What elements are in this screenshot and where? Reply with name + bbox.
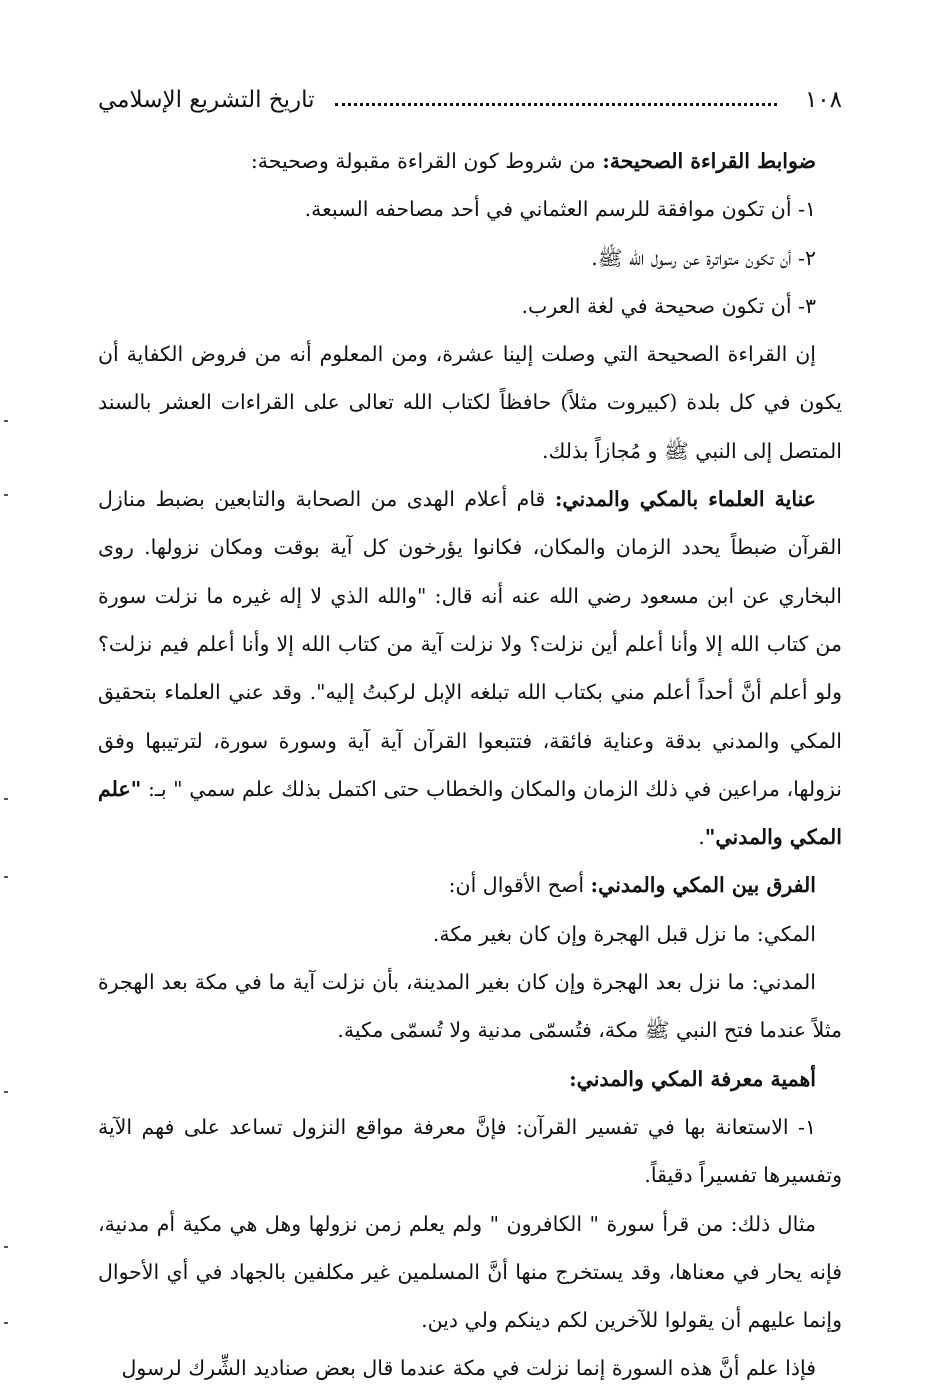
list-item: ٣- أن تكون صحيحة في لغة العرب.	[521, 293, 816, 318]
section-intro	[98, 137, 842, 185]
definition-madani: المدني: ما نزل بعد الهجرة وإن كان بغير المدينة، بأن نزلت آية ما في مكة بعد الهجرة مثلاً عندما فتح النبي ﷺ مكة، فتُسمّى مدنية ولا تُسمّى مكية.	[98, 970, 842, 1043]
term-name: "علم المكي والمدني"	[98, 776, 842, 850]
paragraph-text: قام أعلام الهدى من الصحابة والتابعين بضبط منازل القرآن ضبطاً يحدد الزمان والمكان، فكانوا يؤرخون كل آية بوقت ومكان نزولها. روى البخاري عن ابن مسعود رضي الله عنه أنه قال: "والله الذي لا إله غيره ما نزلت سورة من كتاب الله إلا وأنا أعلم أين نزلت؟ ولا نزلت آية من كتاب الله إلا وأنا أعلم فيم نزلت؟ ولو أعلم أنَّ أحداً أعلم مني بكتاب الله تبلغه الإبل لركبتُ إليه". وقد عني العلماء بتحقيق المكي والمدني بدقة وعناية فائقة، فتتبعوا القرآن آية آية وسورة سورة، لترتيبها وفق نزولها، مراعين في ذلك الزمان والمكان والخطاب حتى اكتمل بذلك علم سمي " بـ:	[98, 487, 842, 801]
section-heading: الفرق بين المكي والمدني:	[590, 873, 816, 898]
list-item: ٢- أن تكون متواترة عن رسول الله ﷺ.	[591, 245, 816, 270]
paragraph	[98, 475, 842, 861]
margin-mark	[4, 494, 8, 496]
list-item: ١- أن تكون موافقة للرسم العثماني في أحد مصاحفه السبعة.	[304, 197, 816, 222]
margin-mark	[4, 1246, 8, 1248]
book-title: تاريخ التشريع الإسلامي	[98, 87, 315, 113]
page-body	[98, 137, 842, 1393]
paragraph-end: .	[698, 825, 705, 850]
margin-mark	[4, 876, 8, 878]
paragraph: إن القراءة الصحيحة التي وصلت إلينا عشرة، ومن المعلوم أنه من فروض الكفاية أن يكون في كل بلدة (كبيروت مثلاً) حافظاً لكتاب الله تعالى على القراءات العشر بالسند المتصل إلى النبي ﷺ و مُجازاً بذلك.	[98, 342, 842, 463]
list-item: ١- الاستعانة بها في تفسير القرآن: فإنَّ معرفة مواقع النزول تساعد على فهم الآية وتفسيرها تفسيراً دقيقاً.	[98, 1114, 842, 1188]
paragraph: مثال ذلك: من قرأ سورة " الكافرون " ولم يعلم زمن نزولها وهل هي مكية أم مدنية، فإنه يحار في معناها، وقد يستخرج منها أنَّ المسلمين غير مكلفين بالجهاد في أي الأحوال وإنما عليهم أن يقولوا للآخرين لكم دينكم ولي دين.	[98, 1211, 842, 1333]
margin-mark	[4, 798, 8, 800]
section-heading: عناية العلماء بالمكي والمدني:	[554, 487, 816, 512]
section-heading: ضوابط القراءة الصحيحة:	[602, 149, 816, 173]
paragraph-text: أصح الأقوال أن:	[448, 873, 591, 898]
page-number: ١٠٨	[804, 87, 842, 113]
paragraph: فإذا علم أنَّ هذه السورة إنما نزلت في مكة عندما قال بعض صناديد الشِّرك لرسول	[121, 1356, 816, 1381]
margin-mark	[4, 420, 8, 422]
section-intro-text: من شروط كون القراءة مقبولة وصحيحة:	[250, 149, 603, 173]
section-heading: أهمية معرفة المكي والمدني:	[569, 1066, 816, 1091]
paragraph	[98, 861, 842, 909]
margin-mark	[4, 1091, 8, 1093]
running-header	[98, 82, 842, 118]
margin-mark	[4, 1322, 8, 1324]
header-dotted-rule	[335, 103, 777, 106]
definition-makki: المكي: ما نزل قبل الهجرة وإن كان بغير مكة.	[432, 921, 816, 946]
